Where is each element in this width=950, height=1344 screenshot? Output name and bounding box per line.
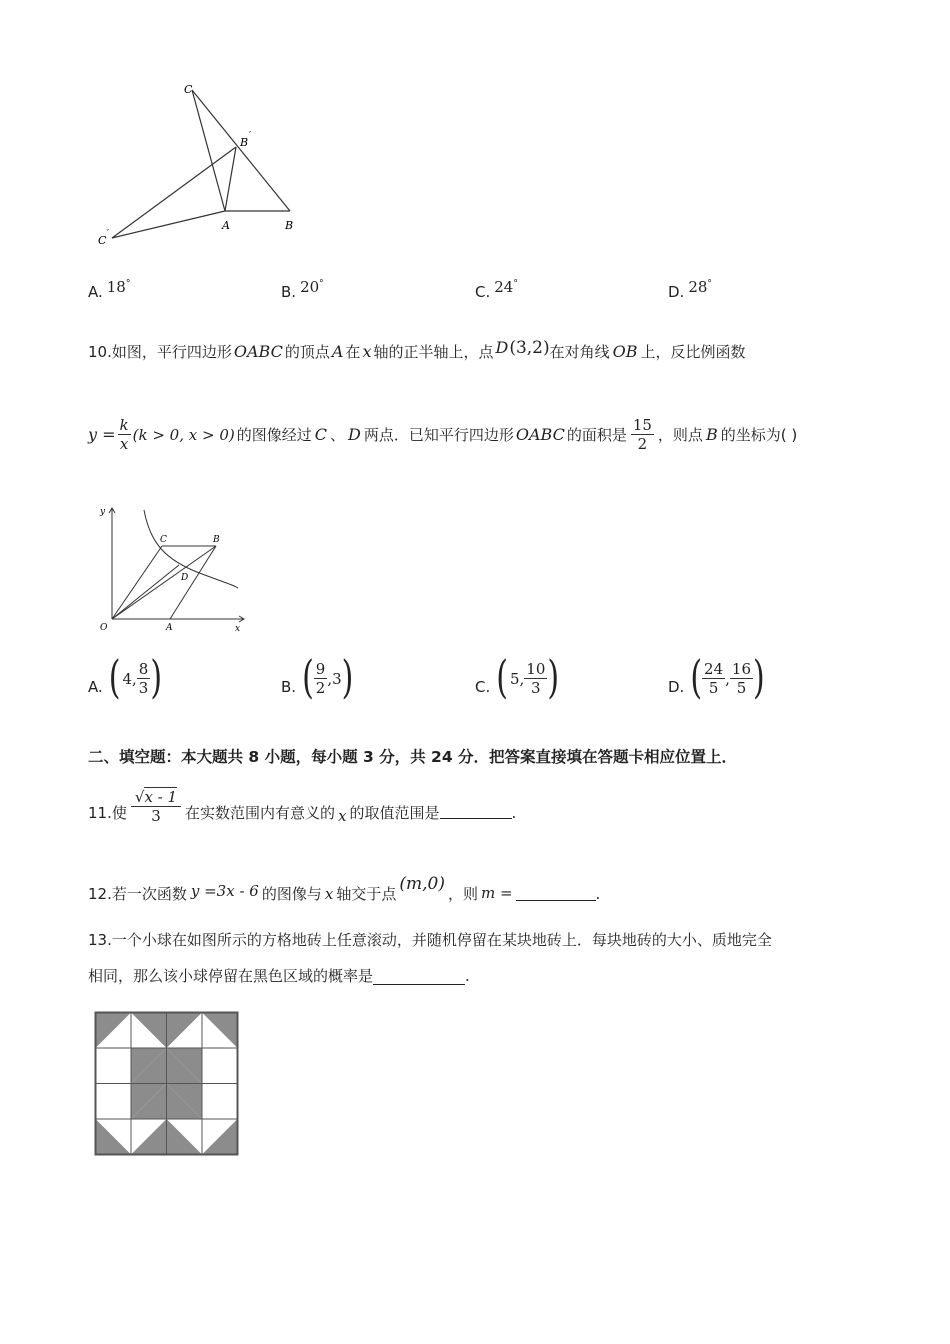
degree-symbol: °: [319, 278, 324, 289]
label-a: A: [166, 623, 173, 633]
label-o: O: [100, 623, 108, 633]
degree-symbol: °: [707, 278, 712, 289]
label-b-prime: B: [240, 136, 249, 149]
question-number: 11.: [88, 804, 112, 822]
question-number: 12.: [88, 885, 112, 903]
prime-mark: ′: [107, 229, 110, 239]
q13-tile-grid: [94, 1011, 240, 1157]
option-letter: C.: [475, 677, 491, 696]
q13-line1: 13.一个小球在如图所示的方格地砖上任意滚动，并随机停留在某块地砖上．每块地砖的大小、质地完全: [88, 931, 772, 949]
option-letter: B.: [281, 283, 297, 301]
q10-option-b[interactable]: B. ( $\frac{9}{2}$ ,3 ): [281, 651, 354, 704]
shaded-triangle: [167, 1119, 203, 1155]
label-c: C: [184, 83, 193, 96]
option-letter: A.: [88, 677, 103, 696]
option-letter: C.: [475, 283, 491, 301]
q9-option-a[interactable]: [88, 268, 130, 302]
q12-line: 12. 若一次函数 y =3x - 6 的图像与 x 轴交于点 (m,0) ，则 m = .: [88, 874, 601, 903]
label-d: D: [181, 573, 189, 583]
option-value: 28: [688, 277, 708, 296]
q10-line1: 10. 如图，平行四边形 OABC 的顶点 A 在 x 轴的正半轴上，点 D (3,2) 在对角线 OB 上，反比例函数: [88, 338, 746, 361]
shaded-triangle: [167, 1013, 203, 1049]
q10-option-c[interactable]: C. ( 5, $\frac{10}{3}$ ): [475, 651, 560, 704]
shaded-triangle: [96, 1119, 132, 1155]
q9-option-b[interactable]: [281, 268, 324, 302]
axis-label-y: y: [100, 507, 106, 517]
q10-option-d[interactable]: D. ( $\frac{24}{5}$ , $\frac{16}{5}$ ): [668, 651, 765, 704]
shaded-triangle: [96, 1013, 132, 1049]
question-number: 13.: [88, 931, 112, 949]
option-value: 20: [300, 277, 320, 296]
label-c: C: [160, 535, 167, 545]
answer-blank[interactable]: [440, 804, 512, 819]
shaded-triangle: [131, 1013, 167, 1049]
option-letter: B.: [281, 677, 297, 696]
q9-option-d[interactable]: [668, 268, 712, 302]
option-value: 24: [494, 277, 514, 296]
label-b: B: [213, 535, 220, 545]
label-a: A: [222, 219, 230, 232]
option-letter: D.: [668, 283, 685, 301]
answer-blank[interactable]: [516, 886, 596, 901]
option-letter: A.: [88, 283, 103, 301]
shaded-triangle: [202, 1119, 238, 1155]
answer-blank[interactable]: [373, 970, 465, 985]
question-number: 10.: [88, 343, 112, 361]
option-value: 18: [106, 277, 126, 296]
q9-option-c[interactable]: [475, 268, 518, 302]
option-letter: D.: [668, 677, 685, 696]
label-b: B: [285, 219, 294, 232]
shaded-triangle: [131, 1119, 167, 1155]
q10-option-a[interactable]: A. ( 4, $\frac{8}{3}$ ): [88, 651, 163, 704]
axis-label-x: x: [235, 624, 241, 634]
q10-coordinate-graph: [92, 502, 252, 637]
label-c-prime: C: [98, 234, 107, 247]
shaded-triangle: [202, 1013, 238, 1049]
degree-symbol: °: [125, 278, 131, 289]
q11-line: 11. 使 $\frac{√x - 1}{3}$ 在实数范围内有意义的 x 的取值范围是 .: [88, 787, 517, 825]
section-heading: 二、填空题：本大题共 8 小题，每小题 3 分，共 24 分．把答案直接填在答题卡相应位置上．: [88, 748, 738, 766]
prime-mark: ′: [249, 131, 252, 141]
q13-line2: 相同，那么该小球停留在黑色区域的概率是 .: [88, 967, 470, 985]
degree-symbol: °: [513, 278, 518, 289]
q10-line2: y = $\frac{k}{x}$ (k > 0, x > 0) 的图像经过 C 、 D 两点．已知平行四边形 OABC 的面积是 $\frac{15}{2}$ ，则点 B 的坐标为( ): [88, 416, 798, 453]
q9-triangle-figure: [90, 78, 310, 248]
